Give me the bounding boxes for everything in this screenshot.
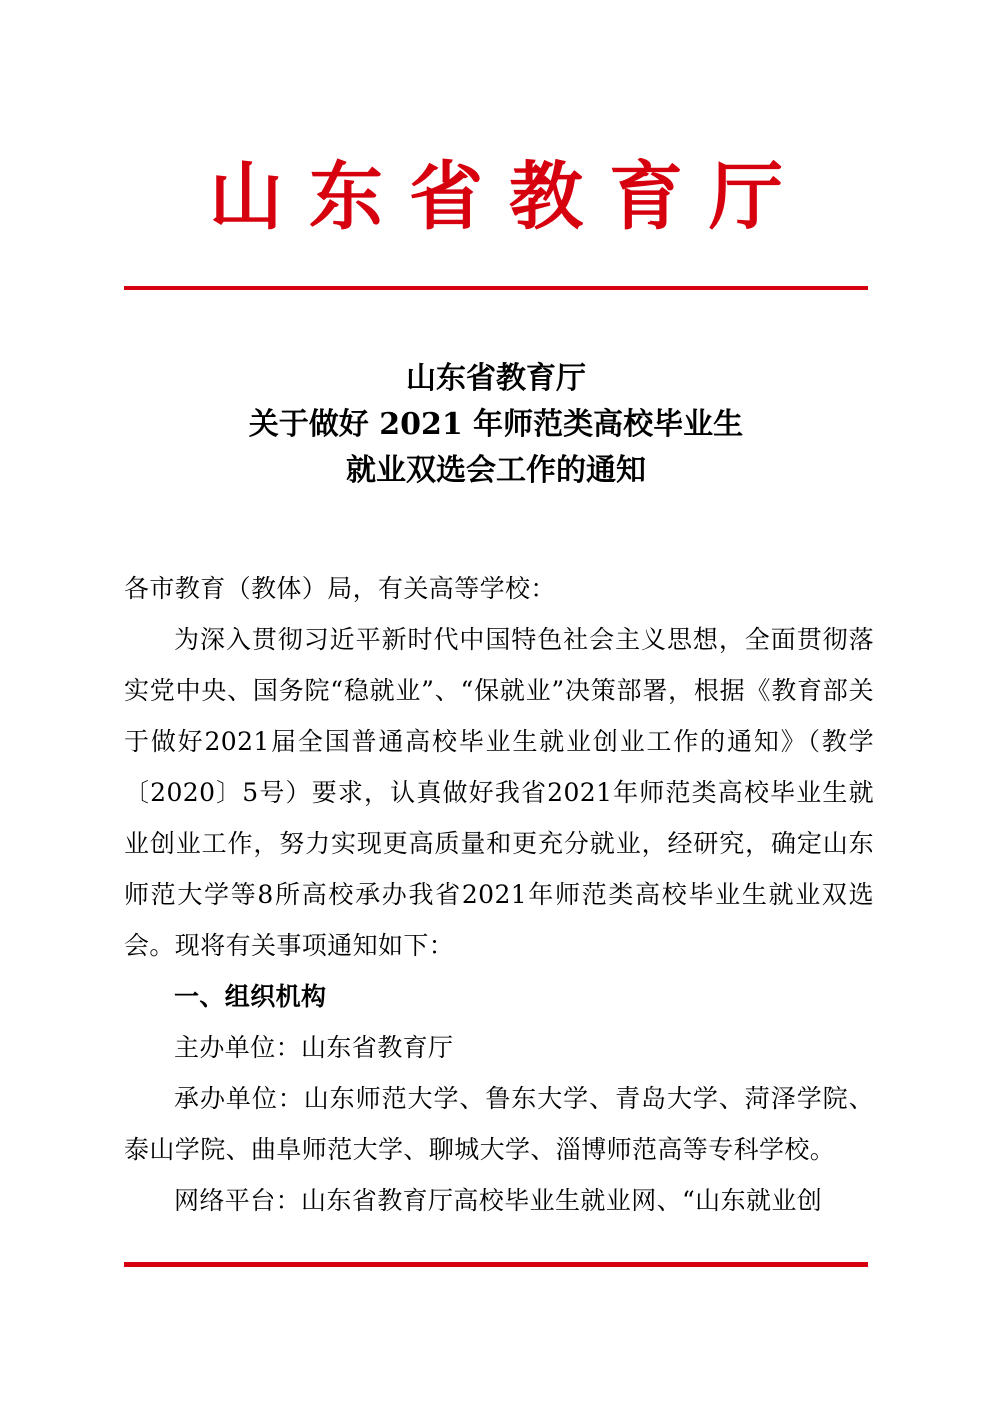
letterhead xyxy=(0,0,992,300)
body-paragraph-1: 为深入贯彻习近平新时代中国特色社会主义思想，全面贯彻落实党中央、国务院“稳就业”、“保就业”决策部署，根据《教育部关于做好2021届全国普通高校毕业生就业创业工作的通知》（教学〔2020〕5号）要求，认真做好我省2021年师范类高校毕业生就业创业工作，努力实现更高质量和更充分就业，经研究，确定山东师范大学等8所高校承办我省2021年师范类高校毕业生就业双选会。现将有关事项通知如下： xyxy=(124,625,874,960)
salutation: 各市教育（教体）局，有关高等学校： xyxy=(124,574,556,603)
body-item-host-unit: 主办单位：山东省教育厅 xyxy=(174,1033,454,1062)
footer-red-rule xyxy=(124,1262,868,1267)
letterhead-red-rule xyxy=(124,286,868,290)
body-item-network-platform: 网络平台：山东省教育厅高校毕业生就业网、“山东就业创 xyxy=(174,1186,823,1215)
document-title-line-2: 关于做好 2021 年师范类高校毕业生 xyxy=(248,407,744,442)
document-title-line-3: 就业双选会工作的通知 xyxy=(346,453,646,488)
letterhead-organization-title: 山东省教育厅 xyxy=(209,154,809,240)
section-heading-organization: 一、组织机构 xyxy=(174,982,327,1011)
document-title-line-1: 山东省教育厅 xyxy=(406,361,586,396)
body-item-organizing-units: 承办单位：山东师范大学、鲁东大学、青岛大学、菏泽学院、泰山学院、曲阜师范大学、聊城大学、淄博师范高等专科学校。 xyxy=(124,1084,874,1164)
document-body xyxy=(124,563,874,1226)
document-title xyxy=(124,356,868,494)
